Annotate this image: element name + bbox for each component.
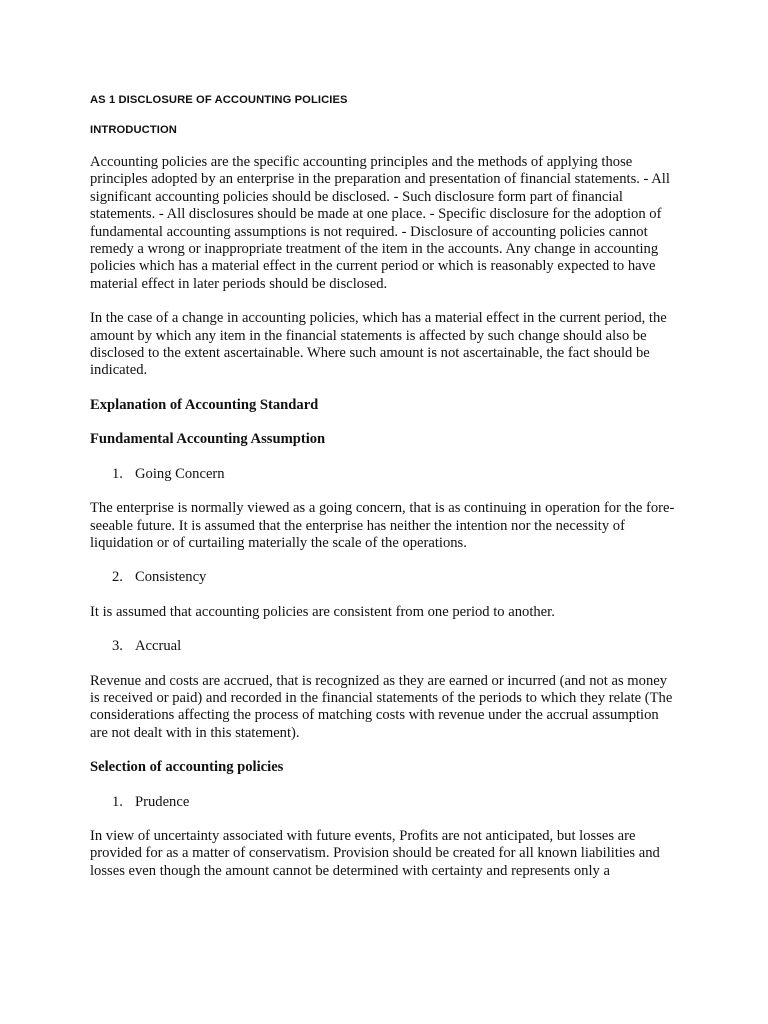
selection-heading: Selection of accounting policies: [90, 759, 284, 776]
introduction-heading: INTRODUCTION: [90, 124, 177, 136]
accrual-paragraph: Revenue and costs are accrued, that is recognized as they are earned or incurred (and not as money is received or paid) and recorded in the financial statements of the periods to which they relate (The considerations affecting the process of matching costs with revenue under the accrual assumption are not dealt with in this statement).: [90, 672, 673, 741]
intro-paragraph-1: Accounting policies are the specific accounting principles and the methods of applying those principles adopted by an enterprise in the preparation and presentation of financial statements. - All significant accounting policies should be disclosed. - Such disclosure form part of financial statements. - All disclosures should be made at one place. - Specific disclosure for the adoption of fundamental accounting assumptions is not required. - Disclosure of accounting policies cannot remedy a wrong or inappropriate treatment of the item in the accounts. Any change in accounting policies which has a material effect in the current period or which is reasonably expected to have material effect in later periods should be disclosed.: [90, 154, 670, 292]
going-concern-paragraph: The enterprise is normally viewed as a going concern, that is as continuing in operation for the fore-seeable future. It is assumed that the enterprise has neither the intention nor the necessity of liquidation or of curtailing materially the scale of the operations.: [90, 500, 675, 551]
list-item-accrual: [90, 638, 680, 655]
list-item-prudence: [90, 794, 680, 811]
explanation-heading: Explanation of Accounting Standard: [90, 396, 319, 413]
consistency-paragraph: It is assumed that accounting policies are consistent from one period to another.: [90, 603, 555, 620]
document-title: AS 1 DISCLOSURE OF ACCOUNTING POLICIES: [90, 94, 348, 106]
fundamental-assumption-heading: Fundamental Accounting Assumption: [90, 431, 326, 448]
list-item-label: Consistency: [135, 569, 207, 586]
list-item-number: 1.: [112, 465, 123, 482]
list-item-label: Prudence: [135, 793, 190, 810]
list-item-number: 3.: [112, 638, 123, 655]
list-item-consistency: [90, 569, 680, 586]
list-item-number: 1.: [112, 793, 123, 810]
intro-paragraph-2: In the case of a change in accounting policies, which has a material effect in the current period, the amount by which any item in the financial statements is affected by such change should also be disclosed to the extent ascertainable. Where such amount is not ascertainable, the fact should be indicated.: [90, 310, 667, 379]
document-content: [90, 93, 680, 897]
list-item-going-concern: [90, 466, 680, 483]
prudence-paragraph: In view of uncertainty associated with future events, Profits are not anticipated, but losses are provided for as a matter of conservatism. Provision should be created for all known liabilities and losses even though the amount cannot be determined with certainty and represents only a: [90, 827, 660, 879]
list-item-number: 2.: [112, 569, 123, 586]
list-item-label: Going Concern: [135, 465, 225, 482]
list-item-label: Accrual: [135, 638, 182, 655]
